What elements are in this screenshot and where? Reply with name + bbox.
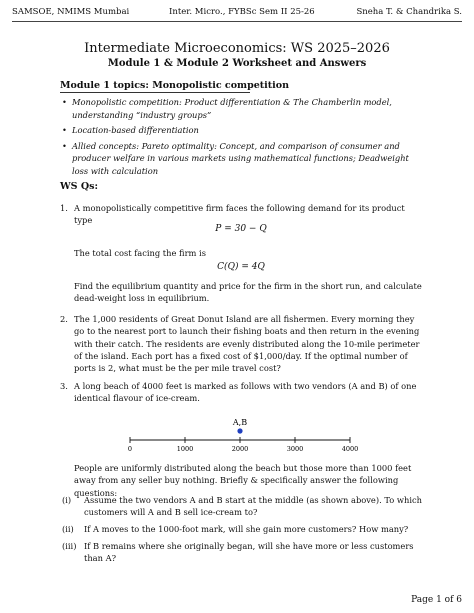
- header-right: Sneha T. & Chandrika S.: [356, 7, 462, 17]
- header-rule: [12, 21, 462, 22]
- topic-item: • Allied concepts: Pareto optimality: Concept, and comparison of consumer and producer welfare in various markets using mathematical functions; Deadweight loss with calculation: [60, 140, 420, 178]
- vendor-label: A,B: [232, 418, 248, 427]
- module1-topic-list: [60, 96, 420, 180]
- sub-question-i: (i) Assume the two vendors A and B start at the middle (as shown above). To which customers will A and B sell ice-cream to?: [62, 495, 422, 518]
- demand-equation: P = 30 − Q: [215, 224, 267, 234]
- tick-label: 1000: [176, 445, 194, 453]
- question-text: A long beach of 4000 feet is marked as follows with two vendors (A and B) of one identical flavour of ice-cream.: [74, 381, 417, 404]
- beach-number-line: [120, 418, 360, 454]
- question-2: [60, 313, 422, 374]
- header-left: SAMSOE, NMIMS Mumbai: [12, 7, 130, 17]
- tick-label: 4000: [341, 445, 359, 453]
- topic-item: • Monopolistic competition: Product differentiation & The Chamberlin model, understanding “industry groups”: [60, 96, 420, 121]
- tick-label: 3000: [286, 445, 304, 453]
- question-3-context: People are uniformly distributed along the beach but those more than 1000 feet away from any seller buy nothing. Briefly & specifically answer the following questions:: [74, 463, 412, 498]
- page-number: Page 1 of 6: [411, 595, 462, 605]
- cost-equation: C(Q) = 4Q: [217, 262, 265, 272]
- question-number: 1.: [60, 203, 68, 213]
- question-3: [60, 380, 422, 405]
- question-text: The 1,000 residents of Great Donut Island are all fishermen. Every morning they go to the nearest port to launch their fishing boats and then return in the evening with their catch. The residents are evenly distributed along the 10-mile perimeter of the island. Each port has a fixed cost of $1,000/day. If the optimal number of ports is 2, what must be the per mile travel cost?: [74, 314, 420, 374]
- sub-question-ii: (ii) If A moves to the 1000-foot mark, will she gain more customers? How many?: [62, 524, 409, 534]
- page-header: [12, 7, 462, 21]
- document-subtitle: Module 1 & Module 2 Worksheet and Answers: [107, 58, 367, 69]
- question-1-cost-intro: The total cost facing the firm is: [74, 248, 206, 258]
- question-number: 2.: [60, 314, 68, 324]
- question-text: A monopolistically competitive firm faces the following demand for its product type: [74, 203, 405, 226]
- topic-item: • Location-based differentiation: [60, 124, 420, 137]
- module1-heading: Module 1 topics: Monopolistic competition: [60, 80, 290, 91]
- ws-heading: WS Qs:: [60, 181, 98, 192]
- tick-label: 2000: [231, 445, 249, 453]
- question-1: [60, 202, 422, 227]
- question-number: 3.: [60, 381, 68, 391]
- tick-label: 0: [127, 445, 133, 453]
- module1-heading-underline: [60, 92, 250, 93]
- question-1-task: Find the equilibrium quantity and price for the firm in the short run, and calculate dead-weight loss in equilibrium.: [74, 281, 422, 304]
- sub-question-iii: (iii) If B remains where she originally began, will she have more or less customers than A?: [62, 541, 414, 564]
- header-center: Inter. Micro., FYBSc Sem II 25-26: [169, 7, 315, 17]
- vendor-marker: [237, 428, 242, 433]
- document-title: Intermediate Microeconomics: WS 2025–2026: [84, 41, 390, 56]
